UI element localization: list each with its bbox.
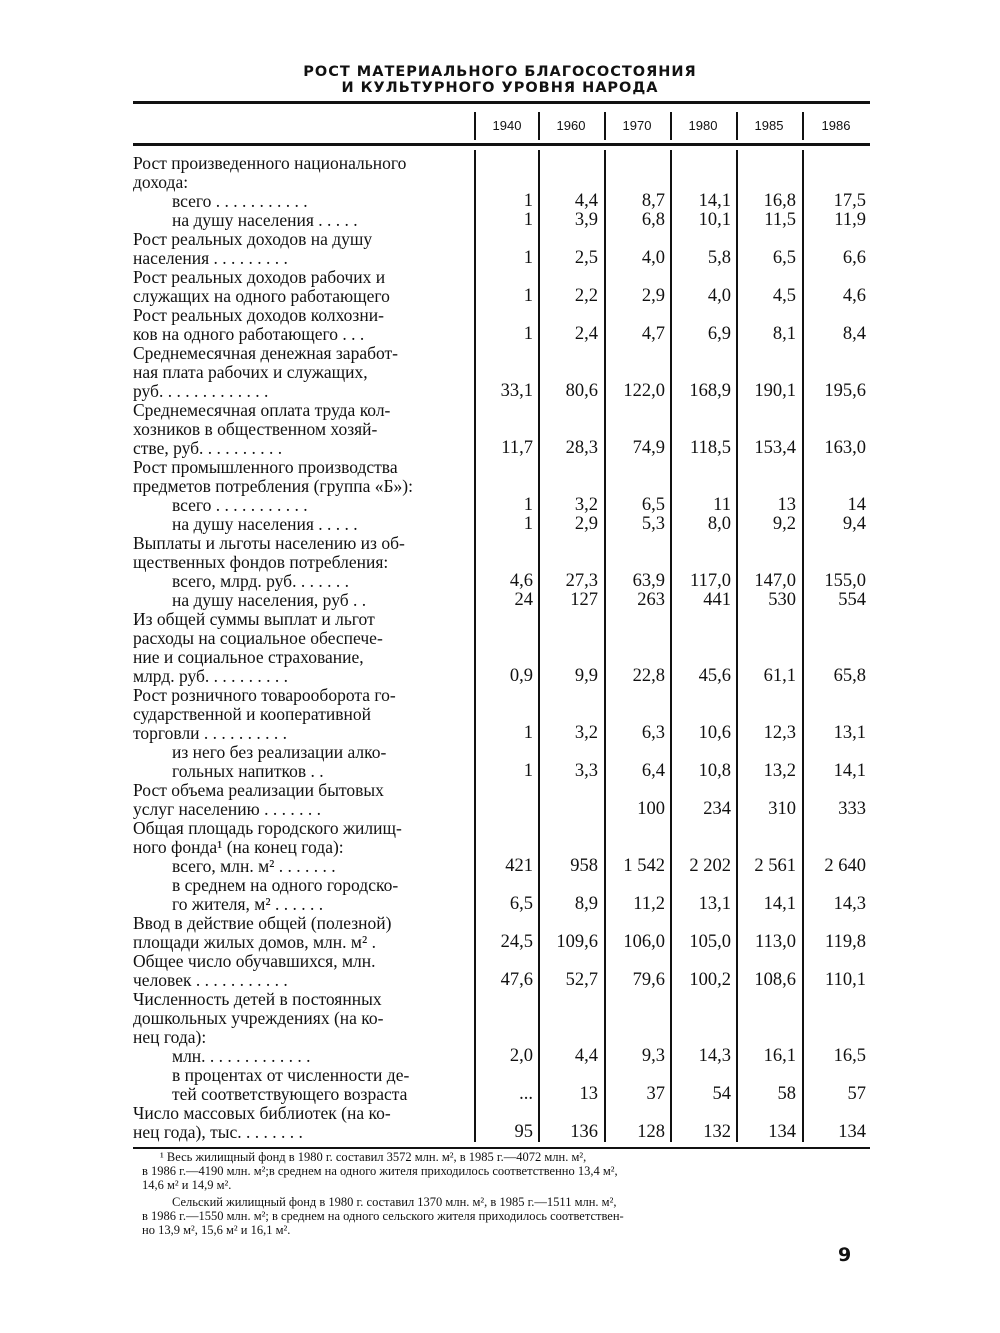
row-label-line: нец года), тыс. . . . . . . . bbox=[133, 1123, 303, 1142]
table-cell-1986: 195,6 bbox=[824, 381, 866, 401]
table-cell-1970: 122,0 bbox=[623, 381, 665, 401]
row-label-line: Численность детей в постоянных bbox=[133, 990, 382, 1009]
row-label-line: в среднем на одного городско- bbox=[172, 876, 399, 895]
table-cell-1985: 4,5 bbox=[772, 286, 796, 306]
table-cell-1986: 17,5 bbox=[833, 191, 866, 211]
table-cell-1970: 2,9 bbox=[641, 286, 665, 306]
table-cell-1980: 100,2 bbox=[689, 970, 731, 990]
table-cell-1980: 5,8 bbox=[707, 248, 731, 268]
table-cell-1986: 333 bbox=[838, 799, 866, 819]
table-cell-1980: 8,0 bbox=[707, 514, 731, 534]
table-cell-1970: 8,7 bbox=[641, 191, 665, 211]
row-label-line: служащих на одного работающего bbox=[133, 287, 390, 306]
table-cell-1940: 1 bbox=[523, 286, 533, 306]
table-cell-1985: 113,0 bbox=[755, 932, 796, 952]
table-cell-1986: 2 640 bbox=[824, 856, 866, 876]
row-label-line: Рост произведенного национального bbox=[133, 154, 407, 173]
row-label-line: площади жилых домов, млн. м² . bbox=[133, 933, 376, 952]
table-cell-1985: 16,8 bbox=[763, 191, 796, 211]
row-label-line: из него без реализации алко- bbox=[172, 743, 387, 762]
table-cell-1980: 168,9 bbox=[689, 381, 731, 401]
table-cell-1970: 74,9 bbox=[632, 438, 665, 458]
row-label-line: Рост объема реализации бытовых bbox=[133, 781, 384, 800]
row-label-line: млн. . . . . . . . . . . . . bbox=[172, 1047, 311, 1066]
table-cell-1940: 6,5 bbox=[509, 894, 533, 914]
table-cell-1940: 95 bbox=[514, 1122, 533, 1142]
table-cell-1960: 4,4 bbox=[574, 191, 598, 211]
table-cell-1940: 33,1 bbox=[500, 381, 533, 401]
table-cell-1970: 106,0 bbox=[623, 932, 665, 952]
table-cell-1960: 109,6 bbox=[556, 932, 598, 952]
row-label-line: Из общей суммы выплат и льгот bbox=[133, 610, 375, 629]
table-cell-1960: 9,9 bbox=[574, 666, 598, 686]
page-title bbox=[130, 64, 870, 96]
table-cell-1960: 3,2 bbox=[574, 723, 598, 743]
table-cell-1980: 10,1 bbox=[698, 210, 731, 230]
footnote-line: ¹ Весь жилищный фонд в 1980 г. составил 3572 млн. м², в 1985 г.—4072 млн. м², bbox=[160, 1150, 587, 1164]
table-cell-1970: 9,3 bbox=[641, 1046, 665, 1066]
footnote-line: в 1986 г.—4190 млн. м²;в среднем на одного жителя приходилось соответственно 13,4 м², bbox=[142, 1164, 618, 1178]
row-label-line: тей соответствующего возраста bbox=[172, 1085, 408, 1104]
table-cell-1986: 11,9 bbox=[834, 210, 866, 230]
year-header-1960: 1960 bbox=[556, 118, 586, 133]
header-bottom-rule bbox=[133, 143, 870, 146]
table-cell-1940: 1 bbox=[523, 210, 533, 230]
row-label-line: Рост промышленного производства bbox=[133, 458, 398, 477]
table-cell-1985: 530 bbox=[768, 590, 796, 610]
table-cell-1986: 4,6 bbox=[842, 286, 866, 306]
table-cell-1960: 2,4 bbox=[574, 324, 598, 344]
table-cell-1940: 2,0 bbox=[509, 1046, 533, 1066]
top-rule bbox=[133, 101, 870, 104]
title-line-2: И КУЛЬТУРНОГО УРОВНЯ НАРОДА bbox=[341, 80, 659, 96]
table-cell-1940: 24,5 bbox=[500, 932, 533, 952]
table-cell-1970: 37 bbox=[646, 1084, 665, 1104]
body-column-divider bbox=[474, 150, 476, 1142]
row-label-line: в процентах от численности де- bbox=[172, 1066, 410, 1085]
table-cell-1960 bbox=[540, 800, 598, 819]
table-cell-1980: 13,1 bbox=[698, 894, 731, 914]
header-column-divider bbox=[736, 112, 738, 140]
table-cell-1980: 234 bbox=[703, 799, 731, 819]
table-cell-1970: 63,9 bbox=[632, 571, 665, 591]
page-number: 9 bbox=[838, 1244, 852, 1266]
table-cell-1970: 6,4 bbox=[641, 761, 665, 781]
row-label-line: Рост реальных доходов на душу bbox=[133, 230, 373, 249]
header-column-divider bbox=[670, 112, 672, 140]
row-label-line: Рост реальных доходов колхозни- bbox=[133, 306, 384, 325]
table-cell-1940: 24 bbox=[514, 590, 533, 610]
table-cell-1986: 9,4 bbox=[842, 514, 866, 534]
table-cell-1970: 79,6 bbox=[632, 970, 665, 990]
row-label-line: стве, руб. . . . . . . . . . bbox=[133, 439, 283, 458]
row-label-line: Ввод в действие общей (полезной) bbox=[133, 914, 392, 933]
table-cell-1986: 134 bbox=[838, 1122, 866, 1142]
row-label-line: Среднемесячная денежная заработ- bbox=[133, 344, 398, 363]
table-cell-1940: 1 bbox=[523, 514, 533, 534]
table-cell-1940: 1 bbox=[523, 324, 533, 344]
table-cell-1986: 65,8 bbox=[833, 666, 866, 686]
table-cell-1940: 1 bbox=[523, 495, 533, 515]
row-label-line: всего . . . . . . . . . . . bbox=[172, 192, 308, 211]
table-cell-1985: 190,1 bbox=[754, 381, 796, 401]
table-cell-1970: 11,2 bbox=[633, 894, 665, 914]
table-cell-1970: 6,8 bbox=[641, 210, 665, 230]
row-label-line: населения . . . . . . . . . bbox=[133, 249, 288, 268]
table-cell-1985: 134 bbox=[768, 1122, 796, 1142]
table-cell-1970: 4,0 bbox=[641, 248, 665, 268]
table-cell-1960: 127 bbox=[570, 590, 598, 610]
table-cell-1970: 128 bbox=[637, 1122, 665, 1142]
table-cell-1960: 2,2 bbox=[574, 286, 598, 306]
year-header-1940: 1940 bbox=[492, 118, 522, 133]
header-column-divider bbox=[802, 112, 804, 140]
year-header-1980: 1980 bbox=[688, 118, 718, 133]
header-column-divider bbox=[604, 112, 606, 140]
table-cell-1960: 958 bbox=[570, 856, 598, 876]
table-cell-1985: 6,5 bbox=[772, 248, 796, 268]
table-cell-1940: 421 bbox=[505, 856, 533, 876]
row-label-line: сударственной и кооперативной bbox=[133, 705, 371, 724]
row-label-line: услуг населению . . . . . . . bbox=[133, 800, 321, 819]
year-header-1985: 1985 bbox=[754, 118, 784, 133]
footnote-line: 14,6 м² и 14,9 м². bbox=[142, 1178, 232, 1192]
row-label-line: дошкольных учреждениях (на ко- bbox=[133, 1009, 384, 1028]
table-cell-1986: 155,0 bbox=[824, 571, 866, 591]
table-cell-1970: 22,8 bbox=[632, 666, 665, 686]
table-cell-1970: 100 bbox=[637, 799, 665, 819]
table-cell-1960: 80,6 bbox=[565, 381, 598, 401]
table-cell-1940: ... bbox=[519, 1084, 533, 1104]
row-label-line: торговли . . . . . . . . . . bbox=[133, 724, 288, 743]
row-label-line: ков на одного работающего . . . bbox=[133, 325, 365, 344]
table-cell-1986: 13,1 bbox=[833, 723, 866, 743]
row-label-line: всего . . . . . . . . . . . bbox=[172, 496, 308, 515]
table-cell-1980: 6,9 bbox=[707, 324, 731, 344]
table-cell-1985: 13 bbox=[777, 495, 796, 515]
table-cell-1940: 47,6 bbox=[500, 970, 533, 990]
table-cell-1960: 3,3 bbox=[574, 761, 598, 781]
row-label-line: человек . . . . . . . . . . . bbox=[133, 971, 288, 990]
table-cell-1986: 554 bbox=[838, 590, 866, 610]
row-label-line: на душу населения . . . . . bbox=[172, 515, 358, 534]
table-cell-1970: 4,7 bbox=[641, 324, 665, 344]
table-cell-1986: 8,4 bbox=[842, 324, 866, 344]
row-label-line: Рост розничного товарооборота го- bbox=[133, 686, 396, 705]
table-cell-1985: 147,0 bbox=[754, 571, 796, 591]
table-cell-1986: 163,0 bbox=[824, 438, 866, 458]
row-label-line: гольных напитков . . bbox=[172, 762, 324, 781]
table-cell-1986: 16,5 bbox=[833, 1046, 866, 1066]
table-cell-1986: 119,8 bbox=[825, 932, 866, 952]
table-cell-1940: 1 bbox=[523, 723, 533, 743]
table-cell-1985: 310 bbox=[768, 799, 796, 819]
footnote-line: но 13,9 м², 15,6 м² и 16,1 м². bbox=[142, 1223, 291, 1237]
table-cell-1980: 10,8 bbox=[698, 761, 731, 781]
table-cell-1985: 153,4 bbox=[754, 438, 796, 458]
table-cell-1960: 28,3 bbox=[565, 438, 598, 458]
table-cell-1985: 11,5 bbox=[764, 210, 796, 230]
table-cell-1980: 11 bbox=[713, 495, 731, 515]
table-cell-1980: 54 bbox=[712, 1084, 731, 1104]
table-cell-1970: 263 bbox=[637, 590, 665, 610]
row-label-line: руб. . . . . . . . . . . . . bbox=[133, 382, 269, 401]
table-cell-1980: 105,0 bbox=[689, 932, 731, 952]
table-cell-1940: 11,7 bbox=[501, 438, 533, 458]
table-cell-1970: 1 542 bbox=[623, 856, 665, 876]
table-cell-1940: 0,9 bbox=[509, 666, 533, 686]
row-label-line: хозников в общественном хозяй- bbox=[133, 420, 378, 439]
title-line-1: РОСТ МАТЕРИАЛЬНОГО БЛАГОСОСТОЯНИЯ bbox=[303, 64, 697, 80]
row-label-line: щественных фондов потребления: bbox=[133, 553, 389, 572]
table-cell-1985: 2 561 bbox=[754, 856, 796, 876]
table-cell-1960: 2,5 bbox=[574, 248, 598, 268]
table-cell-1980: 118,5 bbox=[690, 438, 731, 458]
row-label-line: го жителя, м² . . . . . . bbox=[172, 895, 324, 914]
row-label-line: ние и социальное страхование, bbox=[133, 648, 364, 667]
table-cell-1960: 52,7 bbox=[565, 970, 598, 990]
table-cell-1980: 4,0 bbox=[707, 286, 731, 306]
table-cell-1985: 16,1 bbox=[763, 1046, 796, 1066]
row-label-line: млрд. руб. . . . . . . . . . bbox=[133, 667, 289, 686]
table-cell-1970: 6,3 bbox=[641, 723, 665, 743]
table-cell-1986: 14,1 bbox=[833, 761, 866, 781]
row-label-line: Число массовых библиотек (на ко- bbox=[133, 1104, 391, 1123]
row-label-line: на душу населения, руб . . bbox=[172, 591, 367, 610]
row-label-line: Выплаты и льготы населению из об- bbox=[133, 534, 405, 553]
table-cell-1960: 4,4 bbox=[574, 1046, 598, 1066]
table-cell-1986: 14,3 bbox=[833, 894, 866, 914]
table-cell-1986: 110,1 bbox=[825, 970, 866, 990]
table-cell-1970: 5,3 bbox=[641, 514, 665, 534]
row-label-line: расходы на социальное обеспече- bbox=[133, 629, 383, 648]
table-cell-1985: 12,3 bbox=[763, 723, 796, 743]
table-cell-1940 bbox=[478, 800, 533, 819]
table-cell-1985: 8,1 bbox=[772, 324, 796, 344]
table-cell-1940: 1 bbox=[523, 191, 533, 211]
footnote-line: Сельский жилищный фонд в 1980 г. составил 1370 млн. м², в 1985 г.—1511 млн. м², bbox=[172, 1195, 617, 1209]
row-label-line: дохода: bbox=[133, 173, 189, 192]
row-label-line: нец года): bbox=[133, 1028, 207, 1047]
header-column-divider bbox=[474, 112, 476, 140]
table-cell-1960: 3,2 bbox=[574, 495, 598, 515]
footnote-line: в 1986 г.—1550 млн. м²; в среднем на одного сельского жителя приходилось соответствен- bbox=[142, 1209, 624, 1223]
table-cell-1985: 61,1 bbox=[763, 666, 796, 686]
header-column-divider bbox=[538, 112, 540, 140]
table-cell-1940: 1 bbox=[523, 248, 533, 268]
row-label-line: предметов потребления (группа «Б»): bbox=[133, 477, 413, 496]
table-cell-1986: 6,6 bbox=[842, 248, 866, 268]
row-label-line: всего, млрд. руб. . . . . . . bbox=[172, 572, 349, 591]
row-label-line: ная плата рабочих и служащих, bbox=[133, 363, 368, 382]
table-cell-1980: 14,3 bbox=[698, 1046, 731, 1066]
table-cell-1940: 1 bbox=[523, 761, 533, 781]
table-cell-1985: 58 bbox=[777, 1084, 796, 1104]
year-header-1986: 1986 bbox=[821, 118, 851, 133]
table-cell-1980: 10,6 bbox=[698, 723, 731, 743]
row-label-line: ного фонда¹ (на конец года): bbox=[133, 838, 344, 857]
row-label-line: Среднемесячная оплата труда кол- bbox=[133, 401, 391, 420]
table-cell-1985: 14,1 bbox=[763, 894, 796, 914]
table-cell-1980: 2 202 bbox=[689, 856, 731, 876]
table-cell-1985: 108,6 bbox=[754, 970, 796, 990]
table-cell-1980: 132 bbox=[703, 1122, 731, 1142]
row-label-line: Рост реальных доходов рабочих и bbox=[133, 268, 386, 287]
row-label-line: всего, млн. м² . . . . . . . bbox=[172, 857, 336, 876]
table-cell-1960: 2,9 bbox=[574, 514, 598, 534]
table-cell-1940: 4,6 bbox=[509, 571, 533, 591]
table-cell-1960: 136 bbox=[570, 1122, 598, 1142]
row-label-line: на душу населения . . . . . bbox=[172, 211, 358, 230]
table-cell-1985: 13,2 bbox=[763, 761, 796, 781]
table-cell-1980: 441 bbox=[703, 590, 731, 610]
table-cell-1960: 27,3 bbox=[565, 571, 598, 591]
table-cell-1960: 8,9 bbox=[574, 894, 598, 914]
table-cell-1980: 14,1 bbox=[698, 191, 731, 211]
table-cell-1960: 3,9 bbox=[574, 210, 598, 230]
row-label-line: Общее число обучавшихся, млн. bbox=[133, 952, 376, 971]
table-bottom-rule bbox=[133, 1147, 870, 1149]
table-cell-1960: 13 bbox=[579, 1084, 598, 1104]
table-cell-1985: 9,2 bbox=[772, 514, 796, 534]
year-header-1970: 1970 bbox=[622, 118, 652, 133]
row-label-line: Общая площадь городского жилищ- bbox=[133, 819, 402, 838]
table-cell-1980: 117,0 bbox=[690, 571, 731, 591]
table-cell-1986: 57 bbox=[847, 1084, 866, 1104]
table-cell-1980: 45,6 bbox=[698, 666, 731, 686]
table-cell-1970: 6,5 bbox=[641, 495, 665, 515]
table-cell-1986: 14 bbox=[847, 495, 866, 515]
